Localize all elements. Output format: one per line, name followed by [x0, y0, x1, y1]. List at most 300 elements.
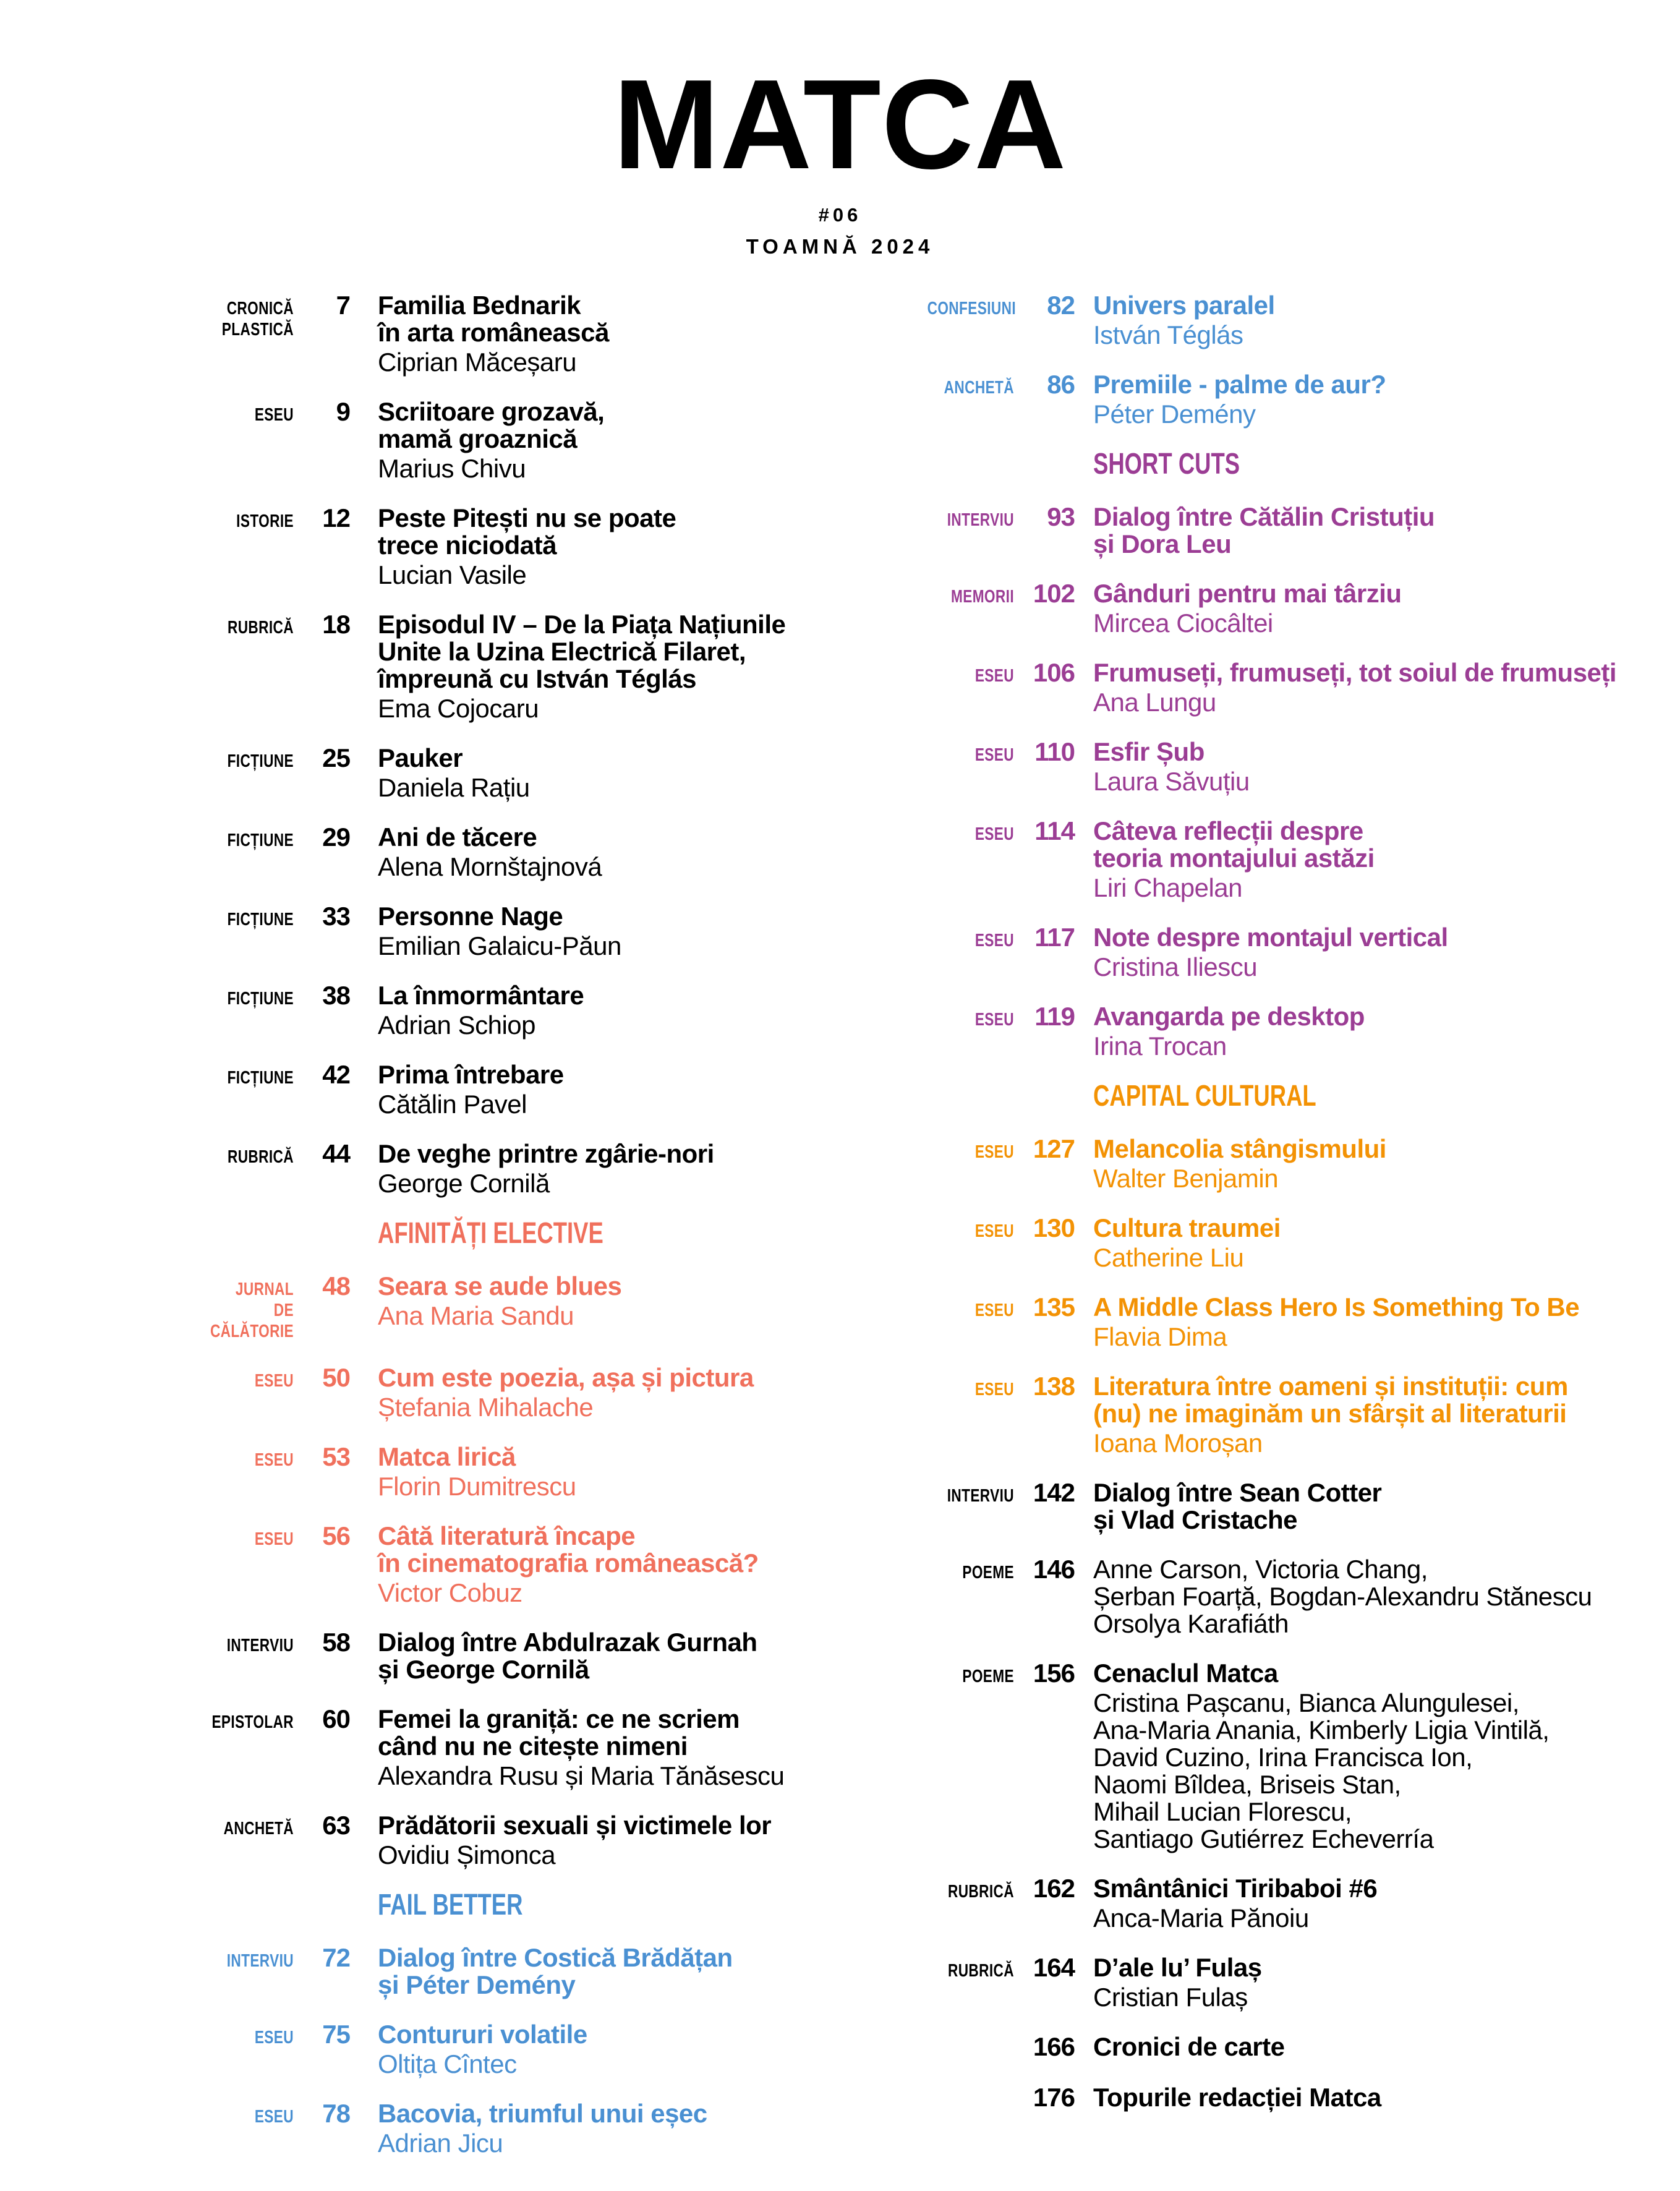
- entry-category: [927, 510, 1014, 531]
- entry-author: [1093, 322, 1275, 349]
- toc-entry: [182, 1442, 887, 1500]
- toc-entry: [903, 579, 1676, 637]
- entry-page-number: 176: [1033, 2083, 1075, 2112]
- entry-title-line: A Middle Class Hero Is Something To Be: [1093, 1292, 1580, 1322]
- entry-author-line: Cristian Fulaș: [1093, 1983, 1248, 2012]
- entry-author: [378, 1170, 714, 1197]
- entry-body: [378, 2100, 707, 2157]
- entry-body: [378, 1944, 733, 1999]
- entry-title-line: Gânduri pentru mai târziu: [1093, 579, 1402, 608]
- toc-entry: [903, 370, 1676, 428]
- entry-body: [1093, 503, 1435, 558]
- entry-page-number: 82: [1047, 291, 1075, 320]
- entry-category-line: ESEU: [974, 745, 1014, 765]
- toc-entry: [182, 743, 887, 801]
- entry-title: [378, 505, 676, 559]
- entry-category: [207, 1067, 294, 1088]
- entry-body: [1093, 1875, 1377, 1932]
- entry-title: [378, 2100, 707, 2127]
- entry-body: [1093, 1135, 1386, 1192]
- entry-title-line: Cultura traumei: [1093, 1213, 1281, 1242]
- entry-title-line: Unite la Uzina Electrică Filaret,: [378, 637, 746, 666]
- entry-title-line: (nu) ne imaginăm un sfârșit al literaturii: [1093, 1399, 1567, 1428]
- entry-title-line: Note despre montajul vertical: [1093, 923, 1448, 952]
- entry-title-line: Seara se aude blues: [378, 1271, 622, 1301]
- entry-author-line: Cristina Iliescu: [1093, 952, 1258, 981]
- entry-title: [1093, 2033, 1284, 2061]
- entry-author-line: Cătălin Pavel: [378, 1090, 527, 1119]
- entry-author: [378, 1091, 564, 1118]
- entry-author: [378, 2051, 587, 2078]
- entry-body: [378, 1523, 759, 1607]
- toc-entry: [903, 502, 1676, 558]
- entry-title-line: Esfir Șub: [1093, 737, 1205, 766]
- entry-author-line: Naomi Bîldea, Briseis Stan,: [1093, 1770, 1401, 1799]
- entry-category-line: ESEU: [974, 931, 1014, 950]
- entry-category-line: EPISTOLAR: [211, 1712, 294, 1732]
- entry-title-line: Dialog între Sean Cotter: [1093, 1478, 1382, 1507]
- entry-author-line: Șerban Foarță, Bogdan-Alexandru Stănescu: [1093, 1582, 1592, 1611]
- entry-author-line: Adrian Schiop: [378, 1010, 535, 1040]
- entry-title: [1093, 2084, 1381, 2111]
- entry-author-line: Mircea Ciocâltei: [1093, 609, 1273, 638]
- entry-body: [378, 982, 584, 1039]
- entry-category-line: FICȚIUNE: [227, 910, 294, 929]
- entry-body: [378, 903, 621, 960]
- toc-entry: [182, 503, 887, 589]
- entry-page-number: 106: [1033, 658, 1075, 687]
- entry-category: [207, 404, 294, 425]
- entry-page-number: 42: [322, 1060, 350, 1089]
- entry-category-line: ANCHETĂ: [944, 378, 1014, 398]
- entry-category-line: RUBRICĂ: [227, 618, 294, 638]
- entry-category: [927, 1881, 1014, 1902]
- entry-title-line: când nu ne citește nimeni: [378, 1732, 688, 1761]
- toc-entry: [903, 2083, 1676, 2112]
- entry-author-line: Anne Carson, Victoria Chang,: [1093, 1555, 1428, 1584]
- entry-body: [1093, 659, 1616, 716]
- toc-entry: [182, 2020, 887, 2078]
- toc-entry: [903, 816, 1676, 902]
- entry-page-number: 44: [322, 1139, 350, 1168]
- entry-page-number: 156: [1033, 1659, 1075, 1688]
- entry-category-line: ESEU: [254, 1450, 294, 1470]
- entry-title-line: Scriitoare grozavă,: [378, 397, 605, 426]
- entry-page-number: 25: [322, 743, 350, 772]
- entry-title-line: teoria montajului astăzi: [1093, 844, 1375, 873]
- entry-category: [207, 1818, 294, 1839]
- entry-title-line: Matca lirică: [378, 1442, 516, 1471]
- entry-title: [1093, 1135, 1386, 1163]
- entry-author-line: George Cornilă: [378, 1169, 550, 1198]
- entry-category: [207, 1712, 294, 1733]
- entry-page-number: 29: [322, 822, 350, 852]
- entry-category: [927, 1379, 1014, 1400]
- entry-author: [1093, 1905, 1377, 1932]
- entry-page-number: 114: [1034, 816, 1075, 845]
- entry-category: [207, 1529, 294, 1550]
- toc-entry: [182, 1704, 887, 1790]
- entry-page-number: 53: [322, 1442, 350, 1471]
- entry-title-line: Frumuseți, frumuseți, tot soiul de frumuseți: [1093, 658, 1617, 687]
- entry-title: [378, 824, 602, 851]
- entry-title: [1093, 1294, 1579, 1321]
- toc-entry: [903, 1555, 1676, 1638]
- entry-page-number: 119: [1034, 1002, 1075, 1031]
- entry-author-line: Alena Mornštajnová: [378, 852, 602, 881]
- entry-page-number: 135: [1033, 1292, 1075, 1322]
- entry-category-line: ESEU: [974, 824, 1014, 844]
- entry-category: [927, 1142, 1014, 1163]
- entry-author-line: Marius Chivu: [378, 454, 526, 483]
- entry-page-number: 166: [1033, 2032, 1075, 2061]
- entry-page-number: 86: [1047, 370, 1075, 399]
- entry-author-line: Walter Benjamin: [1093, 1164, 1279, 1193]
- entry-category: [927, 1485, 1014, 1506]
- entry-category-line: INTERVIU: [226, 1951, 294, 1971]
- entry-category-line: ANCHETĂ: [223, 1819, 294, 1839]
- entry-title-line: Topurile redacției Matca: [1093, 2083, 1381, 2112]
- entry-category: [207, 751, 294, 772]
- entry-title: [1093, 1479, 1381, 1534]
- entry-body: [378, 1364, 754, 1421]
- entry-page-number: 130: [1033, 1213, 1075, 1242]
- entry-page-number: 33: [322, 902, 350, 931]
- entry-category-line: ESEU: [974, 666, 1014, 686]
- entry-author: [378, 1579, 759, 1607]
- entry-author-line: Ștefania Mihalache: [378, 1393, 594, 1422]
- entry-body: [1093, 1556, 1592, 1638]
- entry-author-line: Ciprian Măceșaru: [378, 348, 577, 377]
- entry-category-line: ESEU: [974, 1010, 1014, 1030]
- entry-author: [1093, 954, 1448, 981]
- entry-title: [1093, 818, 1375, 872]
- entry-title-line: Bacovia, triumful unui eșec: [378, 2099, 707, 2128]
- toc-entry: [182, 902, 887, 960]
- toc-entry: [903, 2032, 1676, 2062]
- toc-entry: [182, 1628, 887, 1683]
- entry-author: [378, 455, 604, 482]
- entry-author: [1093, 874, 1375, 902]
- entry-category-line: CONFESIUNI: [927, 299, 1016, 318]
- entry-category: [207, 1370, 294, 1391]
- entry-body: [378, 1273, 621, 1330]
- toc-entry: [903, 1659, 1676, 1853]
- entry-title-line: Prima întrebare: [378, 1060, 564, 1089]
- entry-category-line: RUBRICĂ: [947, 1882, 1014, 1902]
- entry-body: [1093, 1479, 1381, 1534]
- entry-title: [1093, 1875, 1377, 1902]
- entry-category: [207, 1279, 294, 1342]
- entry-category-line: ESEU: [974, 1380, 1014, 1399]
- entry-category-line: PLASTICĂ: [221, 320, 294, 340]
- entry-author-line: Daniela Rațiu: [378, 773, 530, 802]
- entry-title: [378, 1273, 621, 1300]
- entry-page-number: 110: [1034, 737, 1075, 766]
- entry-author-line: Irina Trocan: [1093, 1031, 1227, 1061]
- entry-title: [378, 611, 785, 693]
- entry-body: [1093, 1215, 1281, 1271]
- entry-page-number: 93: [1047, 502, 1075, 531]
- entry-author: [378, 774, 530, 801]
- entry-author-line: Santiago Gutiérrez Echeverría: [1093, 1824, 1434, 1853]
- entry-category-line: ESEU: [254, 1529, 294, 1549]
- entry-author-line: Lucian Vasile: [378, 560, 527, 589]
- entry-author: [378, 1473, 576, 1500]
- issue-number: #06: [818, 204, 862, 226]
- entry-body: [378, 505, 676, 589]
- entry-title-line: în cinematografia românească?: [378, 1548, 759, 1578]
- toc-entry: [182, 397, 887, 482]
- entry-title: [1093, 738, 1250, 766]
- entry-title-line: Smântânici Tiribaboi #6: [1093, 1874, 1378, 1903]
- entry-category-line: FICȚIUNE: [227, 751, 294, 771]
- toc-entry: [903, 1874, 1676, 1932]
- entry-body: [1093, 1294, 1579, 1351]
- entry-title: [378, 1140, 714, 1168]
- entry-title: [1093, 503, 1435, 558]
- entry-author: [378, 695, 785, 722]
- entry-title: [378, 982, 584, 1009]
- entry-page-number: 50: [322, 1363, 350, 1392]
- entry-page-number: 146: [1033, 1555, 1075, 1584]
- toc-entry: [903, 1213, 1676, 1271]
- entry-category-line: ESEU: [254, 405, 294, 425]
- toc-entry: [182, 2099, 887, 2157]
- entry-author-line: Emilian Galaicu-Păun: [378, 931, 621, 960]
- entry-body: [1093, 924, 1448, 981]
- entry-body: [1093, 2033, 1284, 2061]
- toc-entry: [182, 291, 887, 376]
- section-header: SHORT CUTS: [1093, 448, 1240, 480]
- entry-category-line: FICȚIUNE: [227, 989, 294, 1009]
- entry-body: [378, 1443, 576, 1500]
- entry-category-line: INTERVIU: [947, 510, 1014, 530]
- entry-category-line: ESEU: [974, 1301, 1014, 1320]
- entry-author: [378, 1302, 621, 1330]
- entry-body: [378, 824, 602, 881]
- entry-title: [1093, 580, 1402, 607]
- entry-title-line: Contururi volatile: [378, 2020, 587, 2049]
- entry-author: [1093, 1323, 1579, 1351]
- entry-author-line: István Téglás: [1093, 320, 1243, 349]
- entry-author: [378, 933, 621, 960]
- toc-entry: [903, 1372, 1676, 1457]
- entry-title: [1093, 292, 1275, 319]
- entry-body: [378, 611, 785, 722]
- entry-author-line: Ovidiu Șimonca: [378, 1840, 556, 1869]
- entry-title: [1093, 1003, 1365, 1030]
- entry-title-line: Câtă literatură încape: [378, 1521, 636, 1550]
- entry-title-line: Dialog între Abdulrazak Gurnah: [378, 1628, 757, 1657]
- entry-category-line: FICȚIUNE: [227, 831, 294, 850]
- entry-category: [207, 617, 294, 638]
- toc-entry: [903, 1953, 1676, 2011]
- entry-title-line: Avangarda pe desktop: [1093, 1002, 1365, 1031]
- toc-right-column: [903, 291, 1676, 2133]
- entry-author-line: Adrian Jicu: [378, 2129, 503, 2158]
- toc-entry: [903, 658, 1676, 716]
- entry-page-number: 58: [322, 1628, 350, 1657]
- entry-author-line: Victor Cobuz: [378, 1578, 522, 1607]
- entry-category: [927, 586, 1014, 607]
- entry-page-number: 117: [1034, 923, 1075, 952]
- entry-body: [1093, 580, 1402, 637]
- entry-title: [378, 2021, 587, 2048]
- entry-author-line: Ema Cojocaru: [378, 694, 539, 723]
- entry-page-number: 60: [322, 1704, 350, 1733]
- entry-body: [378, 745, 530, 801]
- entry-category: [927, 1562, 1014, 1583]
- entry-category-line: ESEU: [254, 2107, 294, 2127]
- entry-title-line: D’ale lu’ Fulaș: [1093, 1953, 1262, 1982]
- entry-category-line: INTERVIU: [947, 1486, 1014, 1506]
- entry-author-line: Oltița Cîntec: [378, 2049, 517, 2078]
- entry-title-line: în arta românească: [378, 318, 609, 347]
- entry-page-number: 127: [1033, 1134, 1075, 1163]
- entry-title: [1093, 1373, 1568, 1427]
- entry-author-line: Ana Lungu: [1093, 688, 1216, 717]
- entry-author: [378, 562, 676, 589]
- entry-body: [1093, 818, 1375, 902]
- toc-entry: [182, 1521, 887, 1607]
- entry-category: [927, 824, 1014, 845]
- entry-title: [378, 1629, 757, 1683]
- toc-entry: [903, 1292, 1676, 1351]
- entry-body: [1093, 2084, 1381, 2111]
- entry-category-line: JURNAL: [235, 1279, 294, 1299]
- entry-category: [207, 1635, 294, 1656]
- entry-author-line: Mihail Lucian Florescu,: [1093, 1797, 1352, 1826]
- entry-category: [207, 988, 294, 1009]
- entry-category-line: DE CĂLĂTORIE: [210, 1301, 294, 1341]
- entry-title: [1093, 924, 1448, 951]
- toc-entry: [182, 1271, 887, 1342]
- entry-author-line: Péter Demény: [1093, 399, 1256, 429]
- entry-title: [1093, 659, 1616, 686]
- entry-author-line: Ana-Maria Anania, Kimberly Ligia Vintilă,: [1093, 1715, 1550, 1745]
- entry-title-line: Pauker: [378, 743, 463, 772]
- toc-entry: [903, 1478, 1676, 1534]
- entry-body: [1093, 1954, 1262, 2011]
- section-header: CAPITAL CULTURAL: [1093, 1080, 1316, 1113]
- entry-title-line: Episodul IV – De la Piața Națiunile: [378, 610, 786, 639]
- entry-title-line: Dialog între Cătălin Cristuțiu: [1093, 502, 1435, 531]
- entry-author: [378, 1394, 754, 1421]
- entry-title-line: La înmormântare: [378, 981, 584, 1010]
- entry-category-line: ESEU: [254, 2028, 294, 2048]
- entry-author-line: Anca-Maria Pănoiu: [1093, 1903, 1309, 1933]
- entry-body: [378, 1706, 784, 1790]
- entry-author: [1093, 401, 1386, 428]
- entry-body: [1093, 1373, 1568, 1457]
- entry-page-number: 164: [1033, 1953, 1075, 1982]
- toc-entry: [903, 291, 1676, 349]
- entry-title-line: De veghe printre zgârie-nori: [378, 1139, 714, 1168]
- entry-title: [378, 903, 621, 930]
- entry-title-line: Familia Bednarik: [378, 291, 581, 320]
- entry-title-line: mamă groaznică: [378, 424, 578, 453]
- entry-title: [1093, 1954, 1262, 1981]
- entry-title-line: Premiile - palme de aur?: [1093, 370, 1386, 399]
- entry-category-line: ESEU: [974, 1221, 1014, 1241]
- section-header: AFINITĂȚI ELECTIVE: [378, 1217, 603, 1250]
- entry-author: [1093, 1689, 1549, 1853]
- entry-author: [378, 349, 609, 376]
- entry-title-line: Univers paralel: [1093, 291, 1275, 320]
- entry-body: [1093, 1660, 1549, 1853]
- entry-category-line: INTERVIU: [226, 1636, 294, 1655]
- entry-author-line: Catherine Liu: [1093, 1243, 1244, 1272]
- entry-title: [378, 1443, 576, 1471]
- entry-category: [207, 909, 294, 930]
- entry-title-line: Cum este poezia, așa și pictura: [378, 1363, 754, 1392]
- toc-left-column: [182, 291, 887, 2178]
- entry-category: [927, 298, 1014, 319]
- entry-title-line: Literatura între oameni și instituții: cum: [1093, 1372, 1568, 1401]
- entry-category-line: FICȚIUNE: [227, 1068, 294, 1088]
- entry-title-line: Peste Pitești nu se poate: [378, 503, 676, 532]
- entry-page-number: 78: [322, 2099, 350, 2128]
- entry-page-number: 48: [322, 1271, 350, 1301]
- entry-body: [1093, 371, 1386, 428]
- entry-title: [378, 1364, 754, 1391]
- entry-category: [927, 377, 1014, 398]
- toc-entry: [182, 981, 887, 1039]
- entry-author-line: David Cuzino, Irina Francisca Ion,: [1093, 1743, 1473, 1772]
- entry-page-number: 142: [1033, 1478, 1075, 1507]
- entry-category: [207, 1147, 294, 1168]
- entry-author: [378, 853, 602, 881]
- entry-title-line: Femei la graniță: ce ne scriem: [378, 1704, 740, 1733]
- entry-author: [1093, 1984, 1262, 2011]
- entry-body: [378, 292, 609, 376]
- entry-page-number: 102: [1033, 579, 1075, 608]
- entry-page-number: 56: [322, 1521, 350, 1550]
- entry-category: [927, 665, 1014, 686]
- entry-body: [1093, 292, 1275, 349]
- toc-entry: [182, 610, 887, 722]
- entry-author-line: Ioana Moroșan: [1093, 1429, 1263, 1458]
- entry-category-line: RUBRICĂ: [947, 1961, 1014, 1981]
- entry-title: [378, 1523, 759, 1577]
- entry-title-line: și Dora Leu: [1093, 529, 1232, 558]
- entry-page-number: 9: [336, 397, 350, 426]
- entry-body: [378, 2021, 587, 2078]
- entry-category-line: POEME: [962, 1667, 1014, 1686]
- entry-title-line: trece niciodată: [378, 531, 556, 560]
- entry-category-line: CRONICĂ: [226, 299, 294, 318]
- entry-author-line: Cristina Pașcanu, Bianca Alungulesei,: [1093, 1688, 1519, 1717]
- toc-entry: [182, 1943, 887, 1999]
- entry-page-number: 75: [322, 2020, 350, 2049]
- entry-category: [927, 1221, 1014, 1242]
- entry-page-number: 63: [322, 1811, 350, 1840]
- entry-author-line: Laura Săvuțiu: [1093, 767, 1250, 796]
- magazine-title: MATCA: [613, 53, 1067, 195]
- section-header: FAIL BETTER: [378, 1889, 523, 1921]
- entry-category: [927, 1009, 1014, 1030]
- entry-title-line: și Vlad Cristache: [1093, 1505, 1297, 1534]
- entry-author-line: Alexandra Rusu și Maria Tănăsescu: [378, 1761, 785, 1790]
- entry-category: [927, 1666, 1014, 1687]
- entry-page-number: 72: [322, 1943, 350, 1972]
- entry-category-line: ISTORIE: [236, 511, 294, 531]
- entry-page-number: 7: [336, 291, 350, 320]
- entry-title-line: Cronici de carte: [1093, 2032, 1285, 2061]
- entry-title-line: și Péter Demény: [378, 1970, 576, 1999]
- entry-body: [378, 398, 604, 482]
